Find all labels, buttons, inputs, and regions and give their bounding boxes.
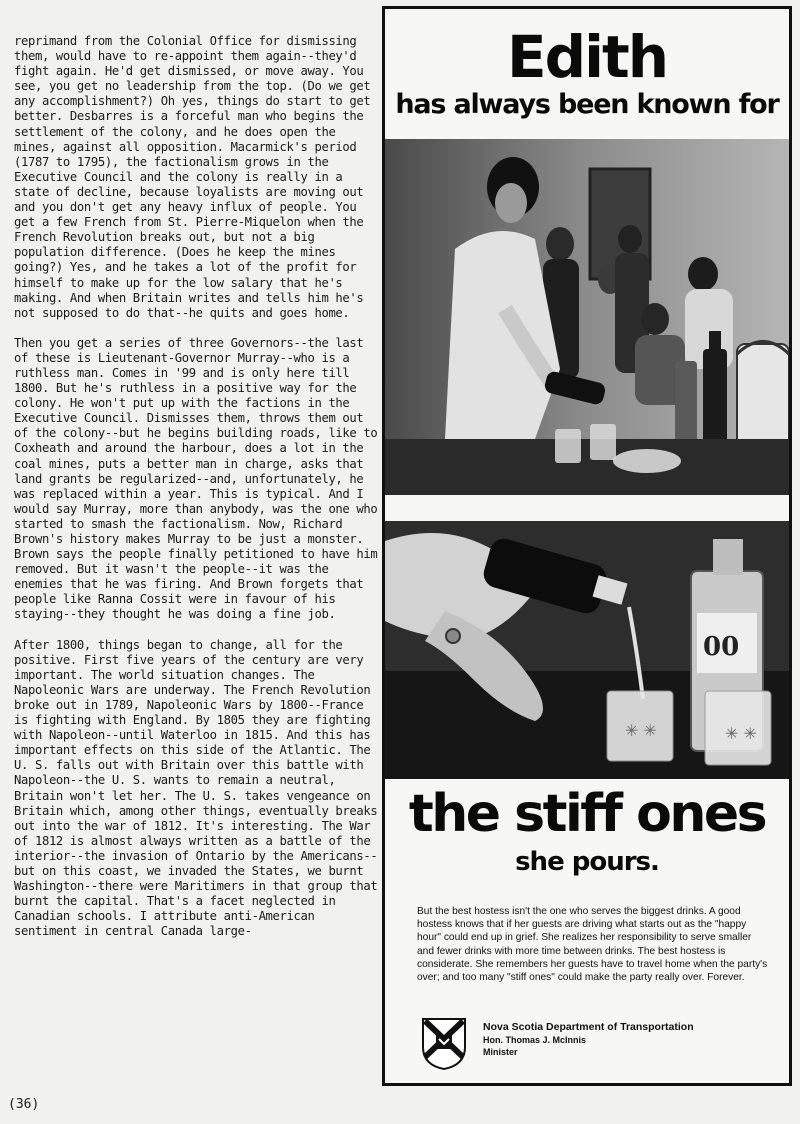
pouring-photo-illustration bbox=[385, 521, 789, 779]
page-number: (36) bbox=[8, 1097, 40, 1112]
sponsor-minister-name: Hon. Thomas J. McInnis bbox=[483, 1035, 587, 1045]
ad-punchline: the stiff ones bbox=[408, 784, 766, 844]
ad-headline-name: Edith bbox=[506, 23, 668, 91]
pouring-photo bbox=[385, 521, 789, 779]
party-photo-illustration bbox=[385, 139, 789, 495]
sponsor-text bbox=[483, 1021, 694, 1058]
party-photo bbox=[385, 139, 789, 495]
sponsor-minister-title: Minister bbox=[483, 1047, 518, 1057]
article-paragraph-1: reprimand from the Colonial Office for dismissing them, would have to re-appoint them again--they'd fight again. He'd get dismissed, or move away. You see, you get no leadership from the top. (Do we get any accomplishment?) Oh yes, things do start to get better. Desbarres is a forceful man who begins the settlement of the colony, and he does open the mines, against all opposition. Macarmick's period (1787 to 1795), the factionalism grows in the Executive Council and the colony is really in a state of decline, because loyalists are moving out and you don't get any heavy influx of people. You get a few French from St. Pierre-Miquelon when the French Revolution breaks out, but not a big population difference. (Does he keep the mines going?) Yes, and he takes a lot of the profit for himself to make up for the low salary that he's making. And when Britain writes and tells him he's not supposed to do that--he quits and goes home. bbox=[14, 34, 371, 320]
ad-headline-tagline: has always been known for bbox=[395, 89, 779, 120]
article-column bbox=[14, 34, 384, 954]
sponsor-block bbox=[421, 1017, 761, 1077]
bottle-label-text: 00 bbox=[703, 632, 740, 662]
nova-scotia-crest-icon bbox=[421, 1017, 467, 1071]
ad-body-text: But the best hostess isn't the one who serves the biggest drinks. A good hostess knows that if her guests are driving what starts out as the "happy hour" could end up in grief. She realizes her responsibility to serve smaller and fewer drinks with more time between drinks. The best hostess is considerate. She remembers her guests have to travel home when the party's over; and too many "stiff ones" could make the party really over. Forever. bbox=[417, 906, 768, 984]
article-paragraph-3: After 1800, things began to change, all for the positive. First five years of the century are very important. The world situation changes. The Napoleonic Wars are underway. The French Revolution broke out in 1789, Napoleonic Wars by 1800--France is fighting with England. By 1805 they are fighting with Napoleon--until Waterloo in 1815. And this has important effects on this side of the Atlantic. The U. S. falls out with Britain over this battle with Napoleon--the U. S. wants to remain a neutral, Britain won't let her. The U. S. takes vengeance on Britain which, among other things, eventually breaks out into the war of 1812. It's interesting. The War of 1812 is almost always written as a battle of the interior--the invasion of Ontario by the Americans--but on this coast, we invaded the States, we burnt Washington--there were Maritimers in that group that burnt the capital. That's a facet neglected in Canadian schools. I attribute anti-American sentiment in central Canada large- bbox=[14, 637, 378, 939]
sponsor-department: Nova Scotia Department of Transportation bbox=[483, 1021, 694, 1033]
advertisement bbox=[382, 6, 792, 1086]
svg-text:✳ ✳: ✳ ✳ bbox=[625, 721, 657, 740]
svg-text:✳ ✳: ✳ ✳ bbox=[725, 724, 757, 743]
ad-punchline-sub: she pours. bbox=[515, 847, 659, 877]
article-paragraph-2: Then you get a series of three Governors--the last of these is Lieutenant-Governor Murray--who is a ruthless man. Comes in '99 and is only here till 1800. But he's ruthless in a positive way for the colony. He won't put up with the factions in the Executive Council. Dismisses them, throws them out of the colony--but he begins building roads, like to Coxheath and around the harbour, does a lot in the coal mines, puts a better man in charge, asks that land grants be regularized--and, unfortunately, he was replaced within a year. This is typical. And I would say Murray, more than anybody, was the one who started to smash the factionalism. Now, Richard Brown's history makes Murray to be just a monster. Brown says the people finally petitioned to have him removed. But it wasn't the people--it was the enemies that he was firing. And Brown forgets that people like Ranna Cossit were in favour of his staying--they thought he was doing a fine job. bbox=[14, 335, 378, 622]
